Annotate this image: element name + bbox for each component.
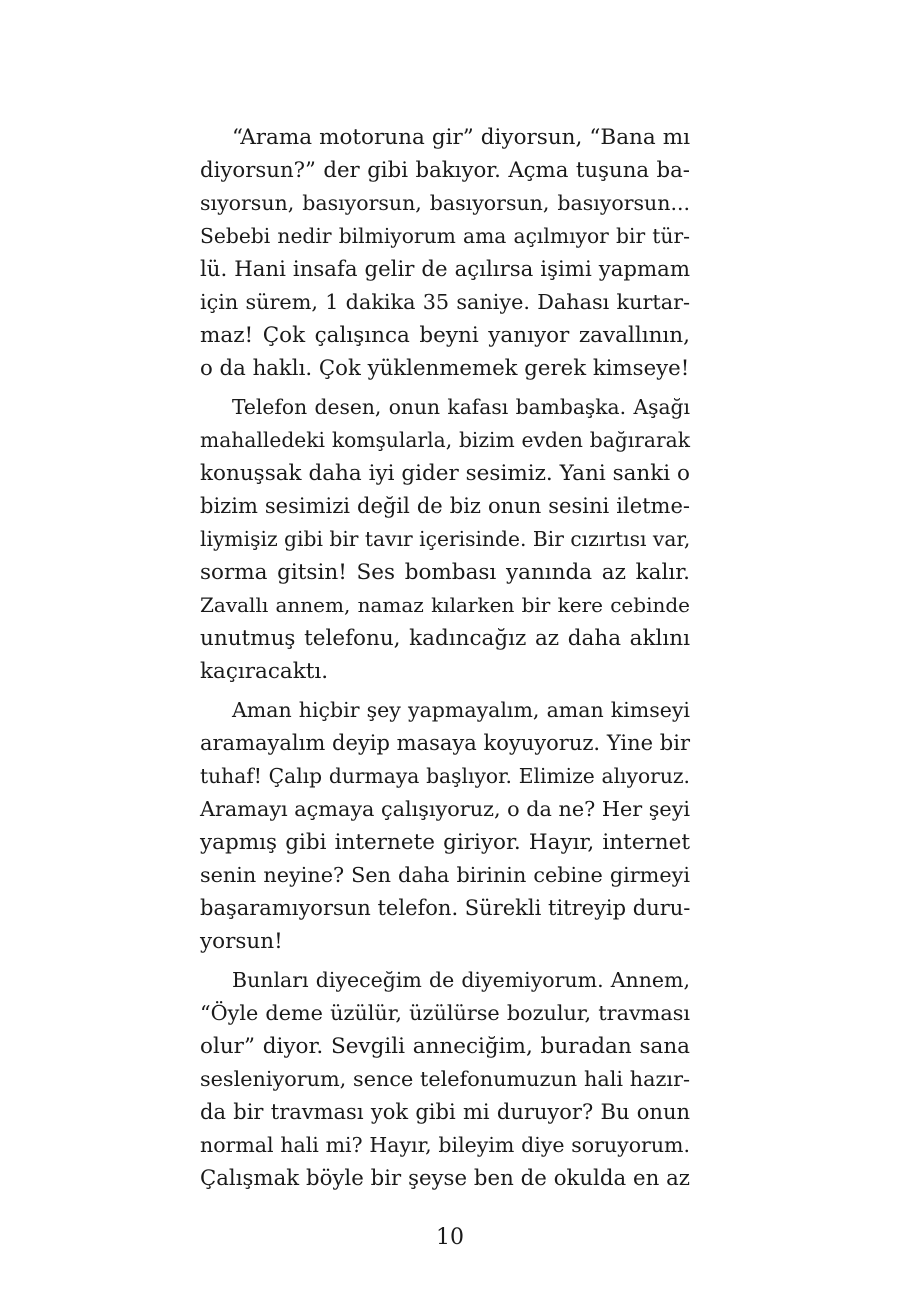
text-line: unutmuş telefonu, kadıncağız az daha aklını bbox=[200, 626, 690, 651]
text-line: mahalledeki komşularla, bizim evden bağırarak bbox=[200, 428, 690, 452]
text-line: liymişiz gibi bir tavır içerisinde. Bir cızırtısı var, bbox=[200, 527, 691, 551]
text-line: aramayalım deyip masaya koyuyoruz. Yine bir bbox=[200, 731, 690, 755]
page-body bbox=[200, 121, 690, 1201]
paragraph-4 bbox=[200, 964, 690, 1195]
text-line: başaramıyorsun telefon. Sürekli titreyip duru- bbox=[200, 896, 691, 920]
text-line: kaçıracaktı. bbox=[200, 659, 329, 684]
text-line: bizim sesimizi değil de biz onun sesini iletme- bbox=[200, 494, 690, 518]
text-line: Aramayı açmaya çalışıyoruz, o da ne? Her şeyi bbox=[200, 797, 691, 821]
text-line: Çalışmak böyle bir şeyse ben de okulda en az bbox=[200, 1166, 690, 1191]
paragraph-2 bbox=[200, 391, 690, 688]
text-line: yapmış gibi internete giriyor. Hayır, internet bbox=[200, 830, 690, 855]
text-line: Sebebi nedir bilmiyorum ama açılmıyor bir tür- bbox=[200, 224, 690, 248]
text-line: o da haklı. Çok yüklenmemek gerek kimseye! bbox=[200, 356, 690, 381]
text-line: olur” diyor. Sevgili anneciğim, buradan sana bbox=[200, 1034, 690, 1059]
text-line: da bir travması yok gibi mi duruyor? Bu onun bbox=[200, 1100, 690, 1124]
text-line: “Öyle deme üzülür, üzülürse bozulur, travması bbox=[200, 1001, 690, 1025]
text-line: sıyorsun, basıyorsun, basıyorsun, basıyorsun... bbox=[200, 191, 690, 215]
paragraph-3 bbox=[200, 694, 690, 958]
text-line: normal hali mi? Hayır, bileyim diye soruyorum. bbox=[200, 1133, 690, 1157]
text-line: lü. Hani insafa gelir de açılırsa işimi yapmam bbox=[200, 257, 690, 282]
text-line: yorsun! bbox=[200, 929, 283, 954]
text-line: Bunları diyeceğim de diyemiyorum. Annem, bbox=[232, 968, 690, 992]
text-line: konuşsak daha iyi gider sesimiz. Yani sanki o bbox=[200, 461, 690, 486]
text-line: senin neyine? Sen daha birinin cebine girmeyi bbox=[200, 863, 690, 887]
text-line: “Arama motoruna gir” diyorsun, “Bana mı bbox=[232, 125, 690, 150]
text-line: Telefon desen, onun kafası bambaşka. Aşağı bbox=[232, 395, 690, 419]
paragraph-1 bbox=[200, 121, 690, 385]
text-line: sorma gitsin! Ses bombası yanında az kalır. bbox=[200, 560, 690, 585]
text-line: Aman hiçbir şey yapmayalım, aman kimseyi bbox=[232, 698, 690, 722]
text-line: için sürem, 1 dakika 35 saniye. Dahası kurtar- bbox=[200, 290, 690, 314]
text-line: diyorsun?” der gibi bakıyor. Açma tuşuna ba- bbox=[200, 158, 690, 183]
text-line: tuhaf! Çalıp durmaya başlıyor. Elimize alıyoruz. bbox=[200, 764, 690, 788]
text-line: Zavallı annem, namaz kılarken bir kere cebinde bbox=[200, 593, 690, 617]
text-line: sesleniyorum, sence telefonumuzun hali hazır- bbox=[200, 1067, 690, 1091]
text-line: maz! Çok çalışınca beyni yanıyor zavallının, bbox=[200, 323, 690, 348]
page-number: 10 bbox=[436, 1225, 464, 1250]
